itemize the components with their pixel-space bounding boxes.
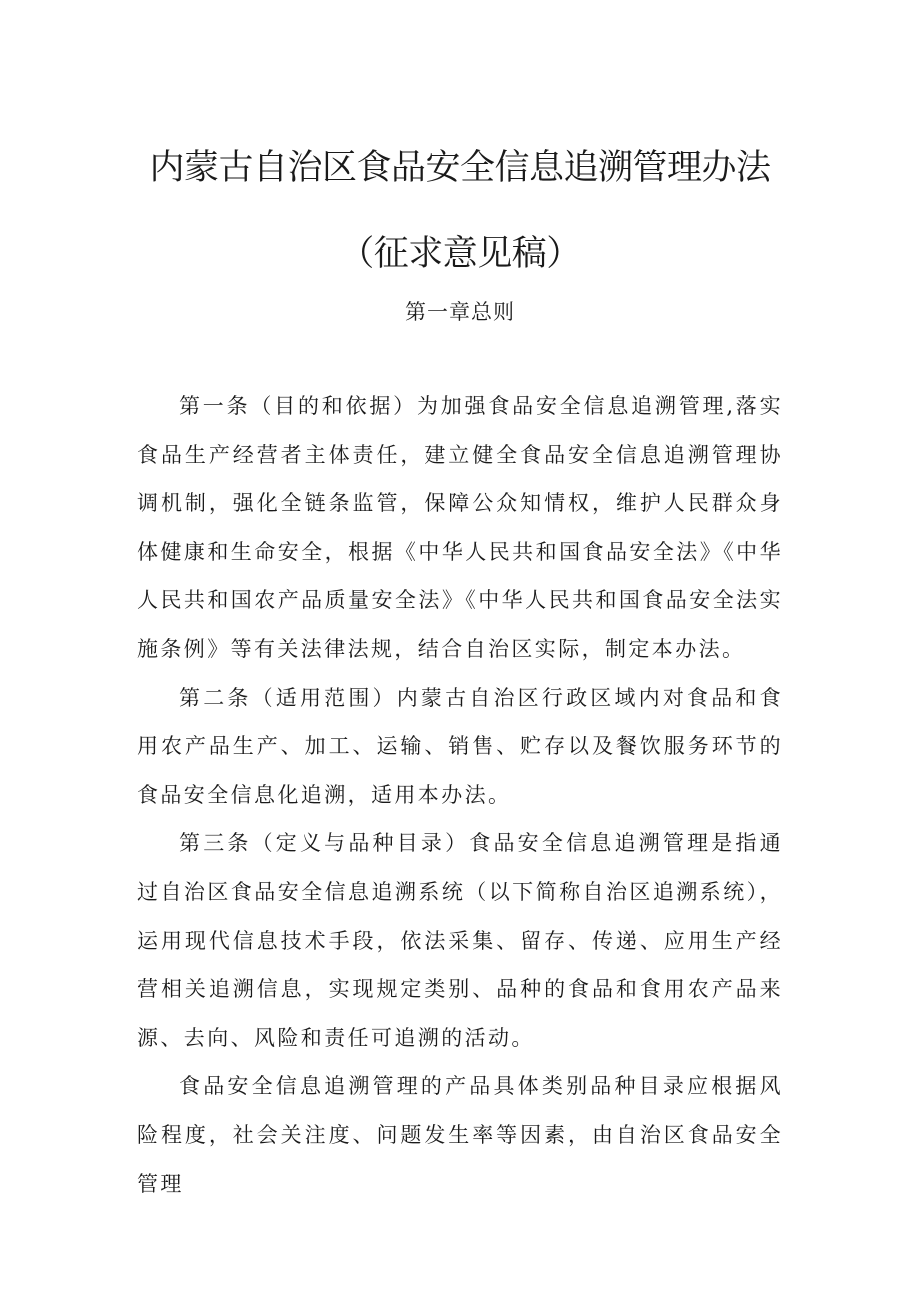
document-body (137, 382, 783, 1208)
chapter-heading: 第一章总则 (405, 300, 515, 324)
document-subtitle: （征求意见稿） (339, 234, 581, 274)
document-title: 内蒙古自治区食品安全信息追溯管理办法 (149, 148, 771, 188)
article-1-paragraph: 第一条（目的和依据）为加强食品安全信息追溯管理,落实食品生产经营者主体责任，建立健全食品安全信息追溯管理协调机制，强化全链条监管，保障公众知情权，维护人民群众身体健康和生命安全，根据《中华人民共和国食品安全法》《中华人民共和国农产品质量安全法》《中华人民共和国食品安全法实施条例》等有关法律法规，结合自治区实际，制定本办法。 (137, 394, 783, 661)
article-3-continuation-paragraph: 食品安全信息追溯管理的产品具体类别品种目录应根据风险程度，社会关注度、问题发生率等因素，由自治区食品安全管理 (137, 1074, 783, 1196)
article-3-paragraph: 第三条（定义与品种目录）食品安全信息追溯管理是指通过自治区食品安全信息追溯系统（以下简称自治区追溯系统），运用现代信息技术手段，依法采集、留存、传递、应用生产经营相关追溯信息，实现规定类别、品种的食品和食用农产品来源、去向、风险和责任可追溯的活动。 (137, 831, 783, 1050)
article-2-paragraph: 第二条（适用范围）内蒙古自治区行政区域内对食品和食用农产品生产、加工、运输、销售、贮存以及餐饮服务环节的食品安全信息化追溯，适用本办法。 (137, 685, 783, 807)
